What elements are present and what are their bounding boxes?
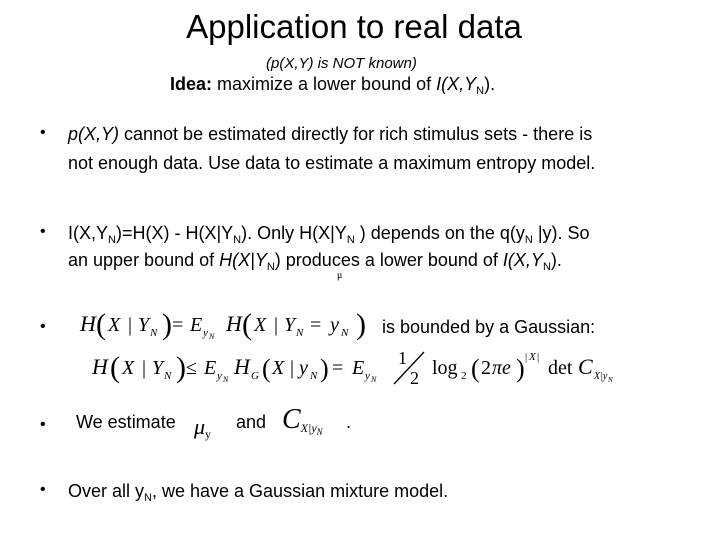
svg-text:|: | (142, 357, 147, 379)
svg-text:N: N (310, 370, 318, 382)
bullet-5-mark: • (40, 481, 46, 498)
svg-text:G: G (251, 370, 259, 382)
bullet-3-mark: • (40, 318, 46, 335)
svg-text:H: H (226, 311, 242, 336)
svg-text:2: 2 (481, 357, 491, 379)
svg-text:N: N (371, 375, 377, 384)
svg-text:y: y (365, 370, 370, 382)
svg-text:(: ( (242, 308, 252, 341)
subtitle-note: (p(X,Y) is NOT known) (266, 55, 417, 72)
svg-text:X: X (108, 314, 121, 336)
svg-text:(: ( (262, 354, 271, 383)
bullet-1-mark: • (40, 124, 46, 141)
svg-text:(: ( (96, 308, 106, 341)
svg-text:N: N (608, 376, 613, 384)
bullet-4-period: . (346, 412, 352, 432)
svg-text:N: N (296, 327, 304, 339)
svg-text:E: E (190, 314, 203, 336)
subtitle-idea: Idea: maximize a lower bound of $I(X,Y_N)$. (170, 74, 496, 97)
equation-1 (76, 304, 376, 344)
bullet-2-line-2: an upper bound of $H(X|Y_N)$ produces a lower bound of $I(X,Y_N)$. (68, 250, 562, 273)
svg-text:N: N (150, 327, 158, 339)
svg-text:H: H (92, 354, 108, 379)
svg-text:1: 1 (398, 348, 407, 368)
svg-text:): ) (320, 354, 329, 383)
bullet-4-text-a: We estimate (76, 412, 176, 432)
svg-text:|: | (274, 314, 279, 336)
svg-text:=: = (172, 314, 184, 336)
svg-text:N: N (164, 370, 172, 382)
bullet-2-mark: • (40, 223, 46, 240)
svg-text:Y: Y (152, 357, 164, 379)
svg-text:H: H (234, 354, 250, 379)
svg-text:log: log (432, 357, 458, 379)
svg-text:=: = (332, 357, 344, 379)
svg-text:X: X (122, 357, 135, 379)
bullet-4-mark: • (40, 416, 46, 433)
bullet-3-text: is bounded by a Gaussian: (382, 317, 596, 337)
svg-text:X: X (272, 357, 285, 379)
svg-text:|: | (128, 314, 133, 336)
svg-text:|: | (525, 351, 528, 363)
svg-text:N: N (341, 327, 349, 339)
slide-title: Application to real data (186, 8, 522, 45)
mu-y-symbol: $\mu_y$ (194, 414, 212, 441)
svg-text:πe: πe (492, 357, 511, 379)
svg-text:H: H (80, 311, 96, 336)
svg-text:≤: ≤ (186, 357, 197, 379)
svg-text:2: 2 (410, 368, 419, 388)
svg-text:X: X (254, 314, 267, 336)
svg-text:(: ( (110, 351, 120, 384)
svg-text:y: y (330, 314, 339, 336)
svg-text:|: | (290, 357, 295, 379)
bullet-5-text: Over all $y_N$, we have a Gaussian mixture model. (68, 481, 449, 504)
bullet-1-line-1: p(X,Y) cannot be estimated directly for rich stimulus sets - there is (68, 124, 593, 144)
svg-text:): ) (356, 308, 366, 341)
svg-text:E: E (352, 357, 365, 379)
svg-text:det: det (548, 357, 573, 379)
idea-label: Idea: (170, 74, 213, 94)
bullet-1-line-2: not enough data. Use data to estimate a maximum entropy model. (68, 153, 596, 173)
svg-text:(: ( (471, 354, 480, 383)
svg-text:y: y (203, 327, 208, 339)
svg-text:N: N (223, 375, 229, 384)
svg-text:): ) (516, 354, 525, 383)
svg-text:): ) (162, 308, 172, 341)
svg-text:2: 2 (461, 370, 467, 382)
svg-text:C: C (578, 354, 593, 379)
svg-text:N: N (209, 332, 215, 341)
svg-text:E: E (204, 357, 217, 379)
svg-text:X|y: X|y (594, 371, 608, 382)
equation-2 (88, 344, 618, 394)
covariance-symbol: $C_{X|y_N}$ (282, 404, 323, 437)
svg-text:=: = (310, 314, 322, 336)
svg-text:X: X (529, 351, 536, 363)
svg-text:Y: Y (138, 314, 150, 336)
svg-text:Y: Y (284, 314, 296, 336)
svg-text:): ) (176, 351, 186, 384)
svg-text:y: y (299, 357, 308, 379)
svg-text:|: | (537, 351, 540, 363)
bullet-2-line-1: $I(X,Y_N)=H(X) - H(X|Y_N)$. Only $H(X|Y_N$ ) depends on the $q(y_N$ |y). So (68, 223, 590, 246)
mu-mark: μ (337, 270, 343, 281)
bullet-4-text-b: and (236, 412, 267, 432)
svg-text:y: y (217, 370, 222, 382)
